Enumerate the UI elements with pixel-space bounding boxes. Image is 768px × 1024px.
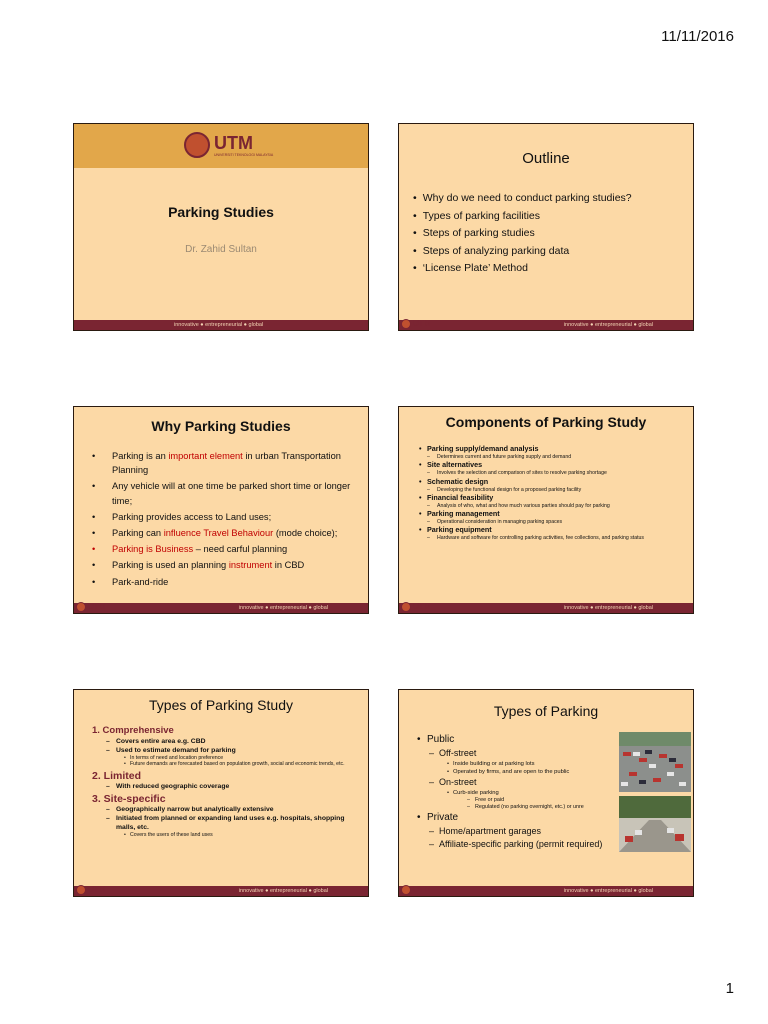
list-subitem: – Geographically narrow but analytically extensive [92,805,362,814]
list-item: • Park-and-ride [92,575,354,589]
parking-types-list [417,733,687,851]
mini-logo [401,602,430,612]
list-item: 2. Limited [92,769,142,782]
header-date: 11/11/2016 [661,28,734,45]
slide1-title: Parking Studies [168,204,274,220]
mini-logo-text: UTM [88,885,106,894]
list-item: • Why do we need to conduct parking studies? [413,190,632,208]
list-subitem: – On-street [417,776,687,789]
list-subsubitem: – Free or paid [417,797,687,804]
list-item: • Parking provides access to Land uses; [92,510,354,524]
logo-subtext: UNIVERSITI TEKNOLOGI MALAYSIA [214,153,274,157]
footer-tagline: innovative ● entrepreneurial ● global [563,888,653,894]
slide-footer [74,320,368,330]
list-subitem: – With reduced geographic coverage [92,782,362,791]
list-item: • Parking can influence Travel Behaviour (mode choice); [92,526,354,540]
utm-emblem-icon [401,319,411,329]
list-item: • Parking is an important element in urban Transportation Planning [92,449,354,477]
mini-logo-text: UTM [413,319,431,328]
footer-tagline: innovative ● entrepreneurial ● global [563,322,653,328]
mini-logo-text: UTM [88,602,106,611]
slide1-author: Dr. Zahid Sultan [185,244,257,255]
list-subitem: – Determines current and future parking supply and demand [419,454,674,460]
footer-tagline: innovative ● entrepreneurial ● global [174,322,264,328]
utm-emblem-icon [76,885,86,895]
list-item: • Private [417,811,687,825]
slide2-title: Outline [522,150,570,167]
why-list [92,449,354,591]
study-types-list [92,725,362,838]
mini-logo [401,319,430,329]
list-subitem: – Involves the selection and comparison of sites to resolve parking shortage [419,470,674,476]
list-item: • Schematic design [419,477,674,487]
list-item: • Site alternatives [419,460,674,470]
list-subsubitem: – Regulated (no parking overnight, etc.) or unre [417,804,687,811]
list-item: • Public [417,733,687,747]
list-subitem: – Initiated from planned or expanding land uses e.g. hospitals, shopping malls, etc. [92,814,362,832]
list-subitem: – Home/apartment garages [417,825,687,838]
list-item: • Parking equipment [419,525,674,535]
list-item: • Parking management [419,509,674,519]
slide5-title: Types of Parking Study [149,697,293,713]
list-subsubitem: • Inside building or at parking lots [417,760,687,768]
list-item: • Parking is Business – need carful planning [92,542,354,556]
footer-tagline: innovative ● entrepreneurial ● global [238,888,328,894]
slide-title [73,123,369,331]
list-item: • Financial feasibility [419,493,674,503]
list-item: • Any vehicle will at one time be parked short time or longer time; [92,479,354,507]
list-item: • Steps of parking studies [413,225,632,243]
list-subitem: – Used to estimate demand for parking [92,746,362,755]
slide-footer [399,603,693,613]
list-subsubitem: • Operated by firms, and are open to the public [417,768,687,776]
list-item: • Parking supply/demand analysis [419,444,674,454]
title-band [74,124,368,168]
utm-emblem-icon [184,132,210,158]
list-subsubitem: • Future demands are forecasted based on population growth, social and economic trends, etc. [92,761,362,767]
list-subitem: – Operational consideration in managing parking spaces [419,519,674,525]
list-subsubitem: • Curb-side parking [417,789,687,797]
slide-footer [399,320,693,330]
slide-outline [398,123,694,331]
utm-emblem-icon [76,602,86,612]
mini-logo [401,885,430,895]
list-subitem: – Affiliate-specific parking (permit required) [417,838,687,851]
mini-logo [76,602,105,612]
slide-footer [74,886,368,896]
slide-footer [74,603,368,613]
list-item: • Parking is used an planning instrument in CBD [92,558,354,572]
list-subsubitem: • Covers the users of these land uses [92,832,362,838]
footer-tagline: innovative ● entrepreneurial ● global [238,605,328,611]
list-item: • Types of parking facilities [413,208,632,226]
components-list [419,444,674,542]
slide6-title: Types of Parking [493,703,599,719]
slide-components [398,406,694,614]
list-subitem: – Developing the functional design for a proposed parking facility [419,487,674,493]
list-subitem: – Covers entire area e.g. CBD [92,737,362,746]
footer-tagline: innovative ● entrepreneurial ● global [563,605,653,611]
utm-emblem-icon [401,602,411,612]
list-subitem: – Off-street [417,747,687,760]
slide4-title: Components of Parking Study [445,414,647,430]
list-item: • ‘License Plate’ Method [413,260,632,278]
utm-logo [184,132,273,158]
page-number: 1 [725,980,734,997]
slide-footer [399,886,693,896]
list-subitem: – Hardware and software for controlling parking activities, fee collections, and parking status [419,535,674,541]
list-subsubitem: • In terms of need and location preference [92,755,362,761]
utm-emblem-icon [401,885,411,895]
list-item: 1. Comprehensive [92,725,174,736]
list-item: 3. Site-specific [92,792,166,805]
outline-list [413,190,632,278]
mini-logo-text: UTM [413,602,431,611]
slide3-title: Why Parking Studies [151,418,291,434]
slide-types-study [73,689,369,897]
mini-logo-text: UTM [413,885,431,894]
mini-logo [76,885,105,895]
list-item: • Steps of analyzing parking data [413,243,632,261]
slide-why-parking [73,406,369,614]
slide-types-parking [398,689,694,897]
logo-word: UTM [214,133,253,153]
list-subitem: – Analysis of who, what and how much various parties should pay for parking [419,503,674,509]
